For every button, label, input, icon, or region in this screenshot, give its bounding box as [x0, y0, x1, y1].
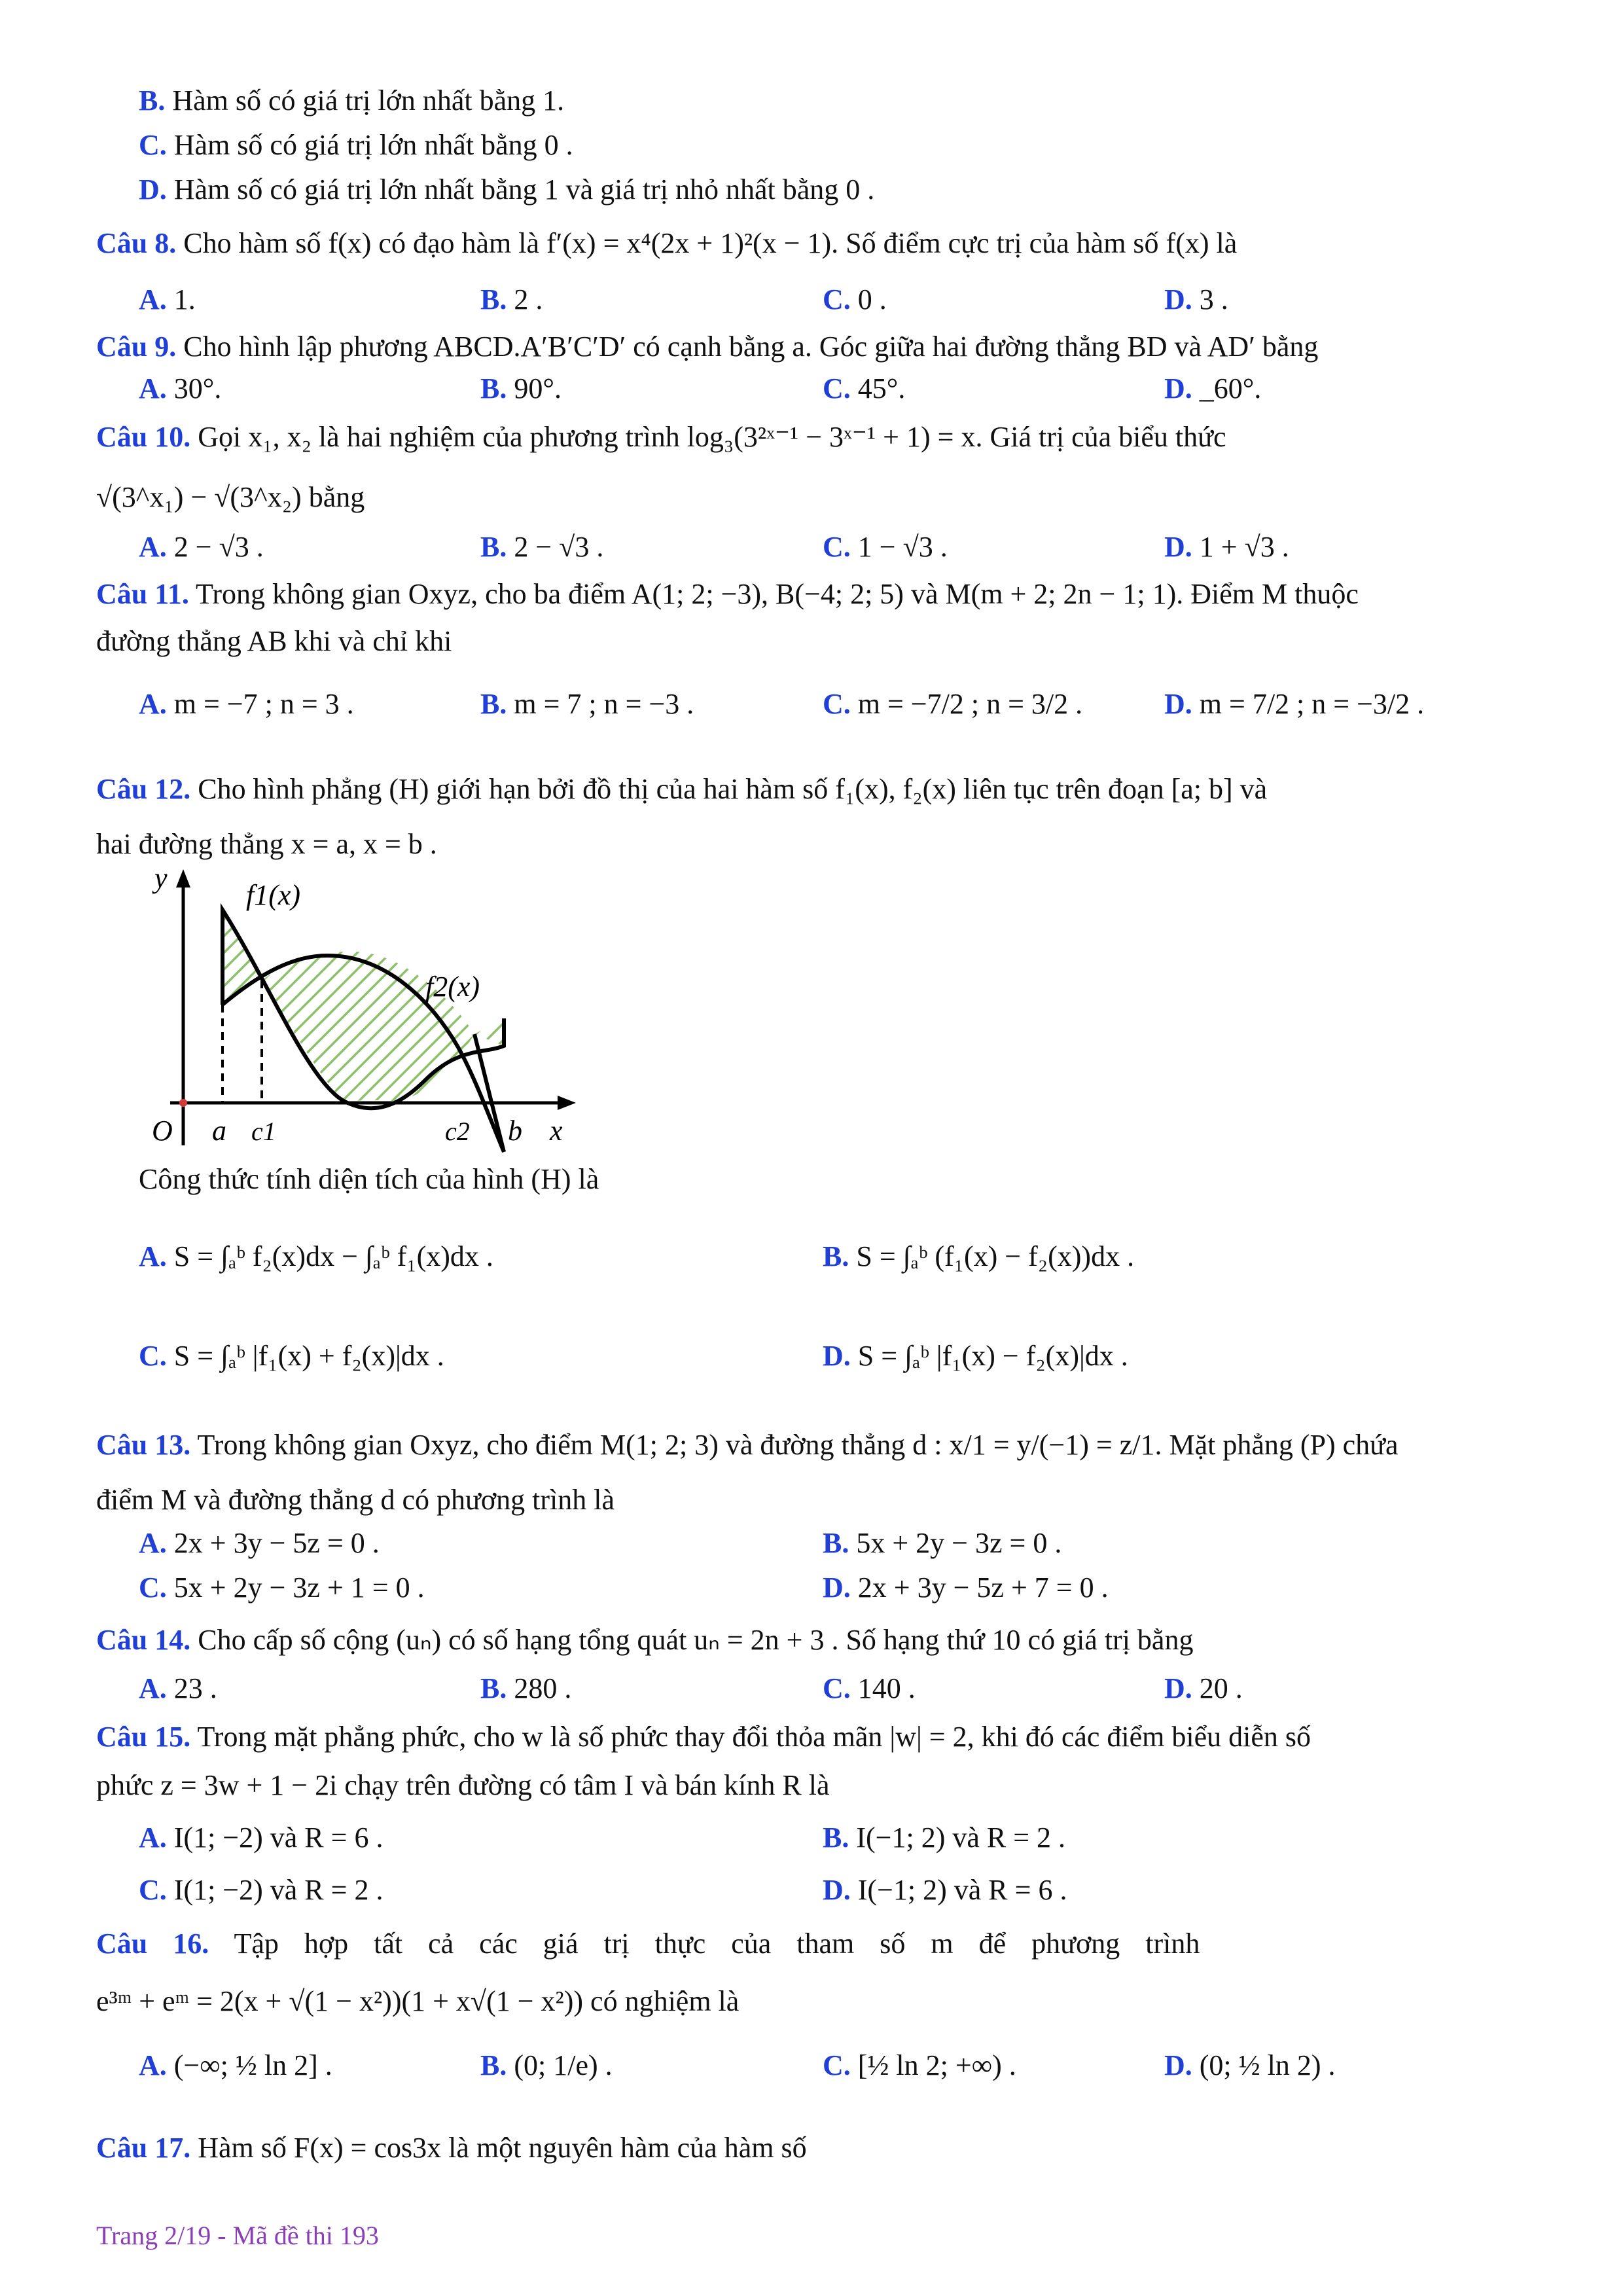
f1-label: f1(x) — [246, 879, 301, 911]
option-text: 1. — [173, 283, 196, 315]
q10-stem-line2: √(3^x₁) − √(3^x₂) bằng — [96, 481, 365, 513]
question-text: Cho hình phẳng (H) giới hạn bởi đồ thị của hai hàm số f₁(x), f₂(x) liên tục trên đoạn [a; b] và — [198, 773, 1268, 805]
option-label: C. — [823, 1672, 851, 1704]
option-label: D. — [823, 1571, 851, 1604]
q8-option-c — [823, 281, 887, 318]
q16-option-d — [1164, 2047, 1336, 2084]
option-text: 140 . — [857, 1672, 916, 1704]
option-text: 0 . — [857, 283, 887, 315]
option-label: D. — [823, 1874, 851, 1906]
option-text: S = ∫ₐᵇ |f₁(x) − f₂(x)|dx . — [857, 1340, 1128, 1372]
question-number: Câu 9. — [96, 331, 177, 363]
option-label: C. — [139, 1874, 167, 1906]
option-label: C. — [823, 688, 851, 720]
option-label: B. — [480, 531, 507, 563]
q9-option-d — [1164, 370, 1261, 407]
option-label: B. — [823, 1821, 849, 1854]
option-label: D. — [1164, 372, 1192, 404]
option-label: A. — [139, 531, 167, 563]
question-text: Gọi x₁, x₂ là hai nghiệm của phương trình log₃(3²ˣ⁻¹ − 3ˣ⁻¹ + 1) = x. Giá trị của biểu thức — [198, 421, 1226, 453]
option-text: 2 . — [514, 283, 543, 315]
question-number: Câu 14. — [96, 1624, 191, 1656]
q13-option-b — [823, 1525, 1061, 1562]
q10-stem-line1 — [96, 419, 1226, 456]
q17-stem — [96, 2130, 807, 2166]
option-text: S = ∫ₐᵇ f₂(x)dx − ∫ₐᵇ f₁(x)dx . — [173, 1240, 493, 1272]
option-label: B. — [480, 2049, 507, 2081]
q13-option-a — [139, 1525, 380, 1562]
q15-option-d — [823, 1872, 1067, 1909]
q11-stem-line2: đường thẳng AB khi và chỉ khi — [96, 625, 452, 657]
option-label: B. — [823, 1527, 849, 1559]
option-text: 2 − √3 . — [173, 531, 264, 563]
point-c2-label: c2 — [445, 1117, 470, 1146]
option-label: B. — [480, 688, 507, 720]
option-label: A. — [139, 688, 167, 720]
q12-option-b — [823, 1238, 1134, 1275]
origin-label: O — [152, 1115, 173, 1147]
option-label: A. — [139, 1672, 167, 1704]
option-label: A. — [139, 283, 167, 315]
x-axis-label: x — [550, 1115, 563, 1147]
option-label: C. — [139, 1571, 167, 1604]
q9-option-b — [480, 370, 562, 407]
q14-option-d — [1164, 1670, 1243, 1707]
option-label: C. — [823, 531, 851, 563]
question-text: Cho hàm số f(x) có đạo hàm là f′(x) = x⁴(2x + 1)²(x − 1). Số điểm cực trị của hàm số f(x) là — [183, 227, 1238, 259]
q10-option-b — [480, 529, 603, 565]
q11-stem-line1 — [96, 576, 1359, 613]
option-text: 30°. — [173, 372, 222, 404]
question-text: Trong không gian Oxyz, cho ba điểm A(1; 2; −3), B(−4; 2; 5) và M(m + 2; 2n − 1; 1). Điểm M thuộc — [196, 578, 1359, 610]
option-text: [½ ln 2; +∞) . — [857, 2049, 1016, 2081]
option-text: _60°. — [1199, 372, 1262, 404]
option-label: A. — [139, 1240, 167, 1272]
option-text: 2x + 3y − 5z = 0 . — [173, 1527, 380, 1559]
option-text: Hàm số có giá trị lớn nhất bằng 1 và giá trị nhỏ nhất bằng 0 . — [173, 173, 875, 206]
option-text: 90°. — [514, 372, 562, 404]
q16-option-c — [823, 2047, 1016, 2084]
option-label: B. — [139, 84, 166, 117]
q13-stem-line2: điểm M và đường thẳng d có phương trình là — [96, 1484, 615, 1516]
q8-option-a — [139, 281, 196, 318]
option-text: 45°. — [857, 372, 906, 404]
point-a-label: a — [212, 1115, 226, 1147]
q15-option-a — [139, 1820, 383, 1856]
question-text: Cho cấp số cộng (uₙ) có số hạng tổng quát uₙ = 2n + 3 . Số hạng thứ 10 có giá trị bằng — [198, 1624, 1194, 1656]
question-number: Câu 8. — [96, 227, 177, 259]
option-text: 23 . — [173, 1672, 217, 1704]
q12-stem-line2: hai đường thẳng x = a, x = b . — [96, 828, 437, 860]
option-label: D. — [1164, 1672, 1192, 1704]
option-label: C. — [139, 129, 167, 161]
q12-option-c — [139, 1338, 444, 1374]
q11-option-b — [480, 686, 694, 723]
option-text: Hàm số có giá trị lớn nhất bằng 0 . — [173, 129, 573, 161]
q15-option-b — [823, 1820, 1065, 1856]
y-axis-label: y — [154, 862, 168, 894]
f2-label: f2(x) — [425, 971, 480, 1003]
q7-option-b — [139, 82, 564, 119]
question-number: Câu 12. — [96, 773, 191, 805]
option-text: 280 . — [514, 1672, 572, 1704]
option-label: B. — [480, 372, 507, 404]
q16-option-b — [480, 2047, 613, 2084]
question-number: Câu 17. — [96, 2132, 191, 2164]
option-text: (−∞; ½ ln 2] . — [173, 2049, 332, 2081]
option-label: A. — [139, 2049, 167, 2081]
q15-stem-line2: phức z = 3w + 1 − 2i chạy trên đường có tâm I và bán kính R là — [96, 1769, 830, 1801]
option-text: 1 − √3 . — [857, 531, 948, 563]
q15-option-c — [139, 1872, 383, 1909]
option-label: A. — [139, 1821, 167, 1854]
q16-stem-line1 — [96, 1926, 1200, 1962]
q11-option-a — [139, 686, 354, 723]
question-number: Câu 15. — [96, 1721, 191, 1753]
option-text: I(−1; 2) và R = 6 . — [857, 1874, 1067, 1906]
q8-option-d — [1164, 281, 1228, 318]
q9-stem — [96, 329, 1318, 365]
option-text: m = −7 ; n = 3 . — [173, 688, 354, 720]
question-text: Trong không gian Oxyz, cho điểm M(1; 2; 3) và đường thẳng d : x/1 = y/(−1) = z/1. Mặt phẳng (P) chứa — [197, 1429, 1399, 1461]
q10-option-a — [139, 529, 264, 565]
option-label: C. — [139, 1340, 167, 1372]
q14-stem — [96, 1622, 1193, 1659]
option-text: I(−1; 2) và R = 2 . — [856, 1821, 1066, 1854]
option-label: D. — [139, 173, 167, 206]
q15-stem-line1 — [96, 1719, 1311, 1755]
question-text: Hàm số F(x) = cos3x là một nguyên hàm của hàm số — [198, 2132, 807, 2164]
question-text: Tập hợp tất cả các giá trị thực của tham số m để phương trình — [234, 1928, 1200, 1960]
q14-option-c — [823, 1670, 916, 1707]
option-text: (0; 1/e) . — [514, 2049, 613, 2081]
q11-option-d — [1164, 686, 1424, 723]
option-label: C. — [823, 372, 851, 404]
q12-option-a — [139, 1238, 493, 1275]
q11-option-c — [823, 686, 1082, 723]
option-text: I(1; −2) và R = 2 . — [173, 1874, 383, 1906]
question-text: Cho hình lập phương ABCD.A′B′C′D′ có cạnh bằng a. Góc giữa hai đường thẳng BD và AD′ bằng — [183, 331, 1319, 363]
option-text: m = −7/2 ; n = 3/2 . — [857, 688, 1083, 720]
q13-stem-line1 — [96, 1427, 1399, 1463]
q10-option-d — [1164, 529, 1289, 565]
q7-option-d — [139, 171, 874, 208]
origin-dot — [179, 1099, 187, 1107]
question-number: Câu 10. — [96, 421, 191, 453]
option-text: 5x + 2y − 3z = 0 . — [856, 1527, 1062, 1559]
q7-option-c — [139, 127, 573, 164]
q9-option-a — [139, 370, 221, 407]
option-text: 2 − √3 . — [514, 531, 604, 563]
option-text: 3 . — [1199, 283, 1228, 315]
q10-option-c — [823, 529, 948, 565]
option-text: 5x + 2y − 3z + 1 = 0 . — [173, 1571, 425, 1604]
option-label: D. — [1164, 688, 1192, 720]
q16-option-a — [139, 2047, 332, 2084]
option-label: C. — [823, 2049, 851, 2081]
point-c1-label: c1 — [251, 1117, 276, 1146]
option-label: C. — [823, 283, 851, 315]
option-label: A. — [139, 372, 167, 404]
y-axis-arrow — [176, 869, 190, 888]
q13-option-c — [139, 1570, 425, 1606]
q14-option-b — [480, 1670, 571, 1707]
page-footer: Trang 2/19 - Mã đề thi 193 — [96, 2221, 379, 2250]
option-label: B. — [823, 1240, 849, 1272]
option-label: D. — [823, 1340, 851, 1372]
option-label: B. — [480, 283, 507, 315]
question-number: Câu 11. — [96, 578, 189, 610]
q8-option-b — [480, 281, 543, 318]
option-text: 20 . — [1199, 1672, 1243, 1704]
question-number: Câu 13. — [96, 1429, 191, 1461]
option-text: (0; ½ ln 2) . — [1199, 2049, 1336, 2081]
question-number: Câu 16. — [96, 1928, 209, 1960]
option-text: m = 7 ; n = −3 . — [514, 688, 694, 720]
area-figure — [118, 857, 589, 1158]
option-text: Hàm số có giá trị lớn nhất bằng 1. — [172, 84, 565, 117]
option-text: S = ∫ₐᵇ (f₁(x) − f₂(x))dx . — [856, 1240, 1135, 1272]
question-text: Trong mặt phẳng phức, cho w là số phức thay đổi thỏa mãn |w| = 2, khi đó các điểm biểu diễn số — [197, 1721, 1311, 1753]
q13-option-d — [823, 1570, 1109, 1606]
option-text: I(1; −2) và R = 6 . — [173, 1821, 383, 1854]
option-text: m = 7/2 ; n = −3/2 . — [1199, 688, 1425, 720]
q9-option-c — [823, 370, 905, 407]
x-axis-arrow — [558, 1096, 576, 1110]
option-label: A. — [139, 1527, 167, 1559]
q12-option-d — [823, 1338, 1128, 1374]
option-label: D. — [1164, 2049, 1192, 2081]
q8-stem — [96, 225, 1237, 262]
q12-stem-line1 — [96, 771, 1267, 808]
option-text: S = ∫ₐᵇ |f₁(x) + f₂(x)|dx . — [173, 1340, 444, 1372]
option-label: D. — [1164, 531, 1192, 563]
option-label: B. — [480, 1672, 507, 1704]
hatched-region — [223, 910, 504, 1101]
option-label: D. — [1164, 283, 1192, 315]
point-b-label: b — [508, 1115, 522, 1147]
q14-option-a — [139, 1670, 217, 1707]
option-text: 1 + √3 . — [1199, 531, 1289, 563]
q16-stem-line2: e³ᵐ + eᵐ = 2(x + √(1 − x²))(1 + x√(1 − x²)) có nghiệm là — [96, 1985, 740, 2017]
q12-prompt: Công thức tính diện tích của hình (H) là — [139, 1163, 599, 1195]
option-text: 2x + 3y − 5z + 7 = 0 . — [857, 1571, 1109, 1604]
